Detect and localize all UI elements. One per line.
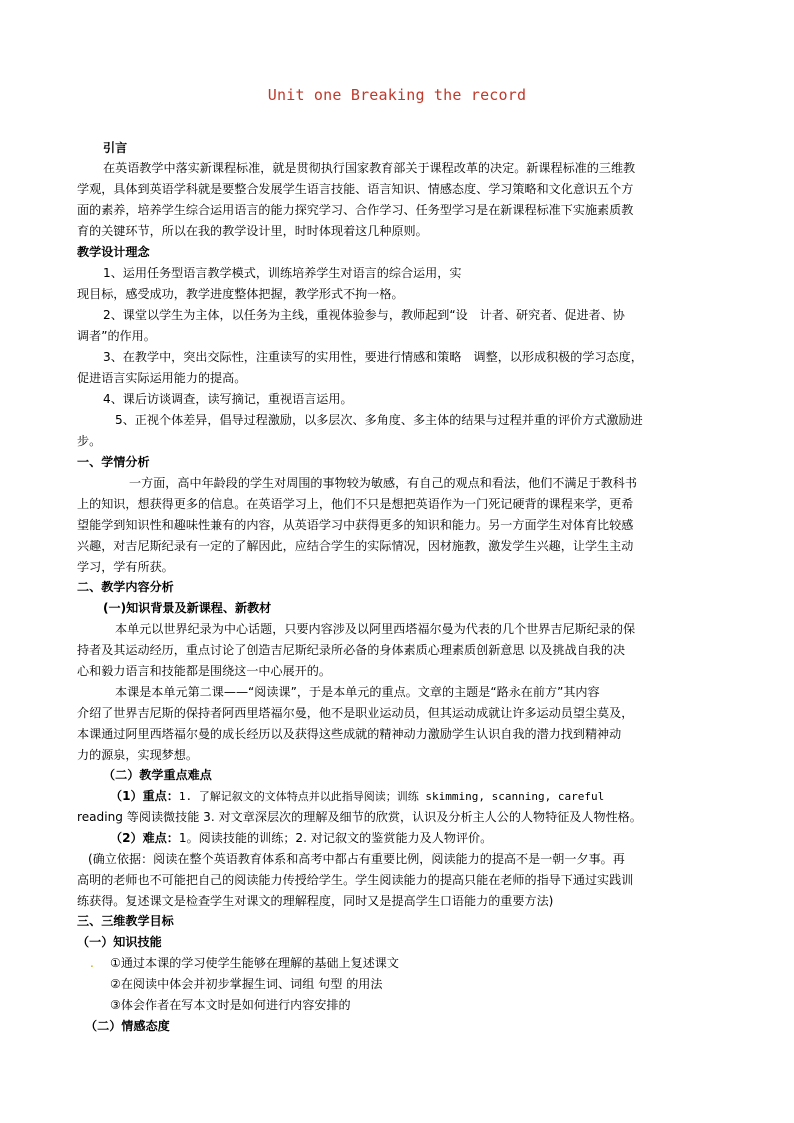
section2-sub2: （二）教学重点难点 [103, 768, 212, 782]
difficulty-line [110, 828, 723, 848]
difficulty-label: （2）难点： [110, 831, 179, 845]
section1-heading: 一、学情分析 [77, 455, 150, 469]
design-line: 调者”的作用。 [77, 329, 156, 343]
section2-line: 本单元以世界纪录为中心话题，只要内容涉及以阿里西塔福尔曼为代表的几个世界吉尼斯纪录的保 [115, 622, 636, 636]
intro-line: 在英语教学中落实新课程标准，就是贯彻执行国家教育部关于课程改革的决定。新课程标准的三维教 [103, 161, 636, 175]
section2-line: 心和毅力语言和技能都是围绕这一中心展开的。 [77, 664, 331, 678]
section2-line: 本课是本单元第二课——“阅读课”，于是本单元的重点。文章的主题是“路永在前方”其内容 [115, 685, 600, 699]
section1-line: 兴趣，对吉尼斯纪录有一定的了解因此，应结合学生的实际情况，因材施教，激发学生兴趣，让学生主动 [77, 539, 634, 553]
section2-line: 介绍了世界吉尼斯的保持者阿西里塔福尔曼，他不是职业运动员，但其运动成就让许多运动员望尘莫及， [77, 706, 634, 720]
section3-sub2: （二）情感态度 [85, 1019, 170, 1033]
design-line: 2、课堂以学生为主体，以任务为主线，重视体验参与，教师起到“设 计者、研究者、促进者、协 [103, 308, 625, 322]
key-points-line: reading 等阅读微技能 3. 对文章深层次的理解及细节的欣赏，认识及分析主人公的人物特征及人物性格。 [77, 810, 642, 824]
key-points-text: 1. 了解记叙文的文体特点并以此指导阅读；训练 skimming, scanning, careful [178, 790, 605, 803]
design-line: 4、课后访谈调查，读写摘记，重视语言运用。 [103, 392, 353, 406]
section1-line: 一方面，高中年龄段的学生对周围的事物较为敏感，有自己的观点和看法，他们不满足于教科书 [129, 476, 637, 490]
intro-line: 面的素养，培养学生综合运用语言的能力探究学习、合作学习、任务型学习是在新课程标准下实施素质教 [77, 203, 634, 217]
section2-line: 本课通过阿里西塔福尔曼的成长经历以及获得这些成就的精神动力激励学生认识自我的潜力找到精神动 [77, 727, 622, 741]
basis-line: (确立依据：阅读在整个英语教育体系和高考中都占有重要比例，阅读能力的提高不是一朝一夕事。再 [88, 852, 625, 866]
intro-line: 学观，具体到英语学科就是要整合发展学生语言技能、语言知识、情感态度、学习策略和文化意识五个方 [77, 182, 634, 196]
document-title: Unit one Breaking the record [267, 86, 527, 104]
basis-line: 高明的老师也不可能把自己的阅读能力传授给学生。学生阅读能力的提高只能在老师的指导下通过实践训 [77, 873, 634, 887]
design-line: 现目标，感受成功，教学进度整体把握，教学形式不拘一格。 [77, 287, 404, 301]
difficulty-text: 1。阅读技能的训练；2. 对记叙文的鉴赏能力及人物评价。 [178, 831, 493, 845]
section2-heading: 二、教学内容分析 [77, 580, 174, 594]
intro-line: 育的关键环节，所以在我的教学设计里，时时体现着这几种原则。 [77, 224, 428, 238]
section1-line: 望能学到知识性和趣味性兼有的内容，从英语学习中获得更多的知识和能力。另一方面学生对体育比较感 [77, 518, 634, 532]
design-line: 促进语言实际运用能力的提高。 [77, 371, 247, 385]
section2-sub1: (一)知识背景及新课程、新教材 [103, 601, 272, 615]
design-line: 3、在教学中，突出交际性，注重读写的实用性，要进行情感和策略 调整，以形成积极的学习态度， [103, 350, 643, 364]
design-line: 1、运用任务型语言教学模式，训练培养学生对语言的综合运用，实 [103, 266, 462, 280]
basis-line: 练获得。复述课文是检查学生对课文的理解程度，同时又是提高学生口语能力的重要方法) [77, 894, 554, 908]
design-heading: 教学设计理念 [77, 245, 150, 259]
section1-line: 学习，学有所获。 [77, 560, 174, 574]
section3-sub1: （一）知识技能 [77, 935, 162, 949]
design-line: 步。 [77, 434, 102, 448]
section2-line: 力的源泉，实现梦想。 [77, 748, 198, 762]
list-marker: . [90, 956, 94, 970]
section1-line: 上的知识，想获得更多的信息。在英语学习上，他们不只是想把英语作为一门死记硬背的课程来学，更希 [77, 497, 634, 511]
goal-item: ②在阅读中体会并初步掌握生词、词组 句型 的用法 [110, 977, 383, 991]
key-points-label: （1）重点： [110, 789, 179, 803]
intro-heading: 引言 [103, 141, 128, 155]
section2-line: 持者及其运动经历，重点讨论了创造吉尼斯纪录所必备的身体素质心理素质创新意思 以及挑战自我的决 [77, 643, 626, 657]
key-points-line [110, 786, 723, 807]
goal-item: ③体会作者在写本文时是如何进行内容安排的 [110, 998, 351, 1012]
design-line: 5、正视个体差异，倡导过程激励，以多层次、多角度、多主体的结果与过程并重的评价方式激励进 [115, 413, 643, 427]
goal-item: ①通过本课的学习使学生能够在理解的基础上复述课文 [110, 956, 399, 970]
section3-heading: 三、三维教学目标 [77, 914, 174, 928]
